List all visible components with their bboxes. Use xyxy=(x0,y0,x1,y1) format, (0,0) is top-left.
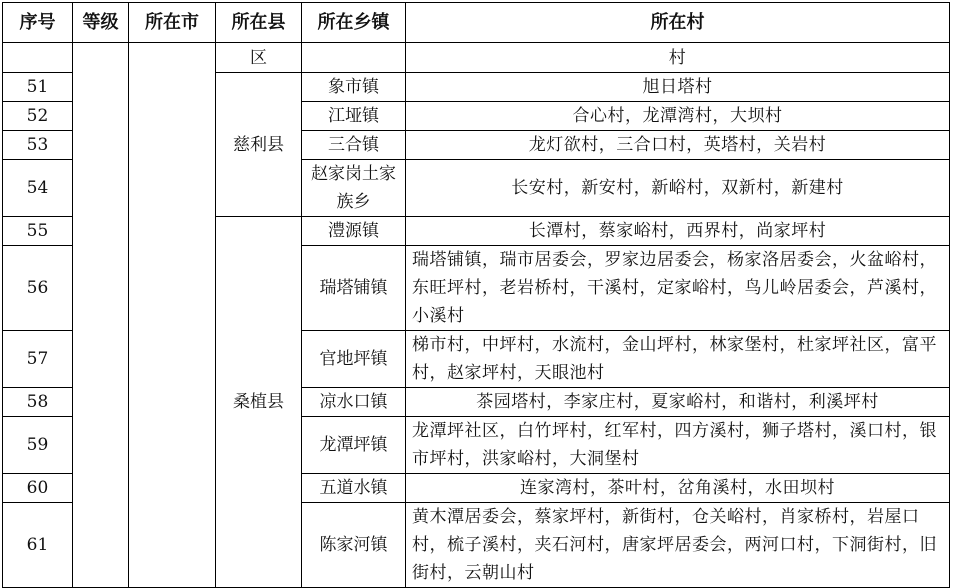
town-cell: 赵家岗土家族乡 xyxy=(302,160,406,217)
town-cell: 瑞塔铺镇 xyxy=(302,246,406,331)
village-cell: 黄木潭居委会，蔡家坪村，新街村，仓关峪村，肖家桥村，岩屋口村，梳子溪村，夹石河村，唐家坪居委会，两河口村，下洞街村，旧街村，云朝山村 xyxy=(406,503,950,588)
village-cell: 龙灯欲村，三合口村，英塔村，关岩村 xyxy=(406,131,950,160)
serial-cell: 52 xyxy=(3,102,73,131)
village-cell: 旭日塔村 xyxy=(406,73,950,102)
town-cell: 三合镇 xyxy=(302,131,406,160)
serial-cell: 55 xyxy=(3,217,73,246)
town-cell: 象市镇 xyxy=(302,73,406,102)
header-village: 所在村 xyxy=(406,3,950,43)
town-cell: 官地坪镇 xyxy=(302,331,406,388)
village-cell: 瑞塔铺镇，瑞市居委会，罗家边居委会，杨家洛居委会，火盆峪村，东旺坪村，老岩桥村，干溪村，定家峪村，鸟儿岭居委会，芦溪村，小溪村 xyxy=(406,246,950,331)
county-cell: 慈利县 xyxy=(216,73,302,217)
town-cell: 龙潭坪镇 xyxy=(302,417,406,474)
header-county: 所在县 xyxy=(216,3,302,43)
header-row xyxy=(3,3,950,43)
town-cell xyxy=(302,43,406,73)
serial-cell: 51 xyxy=(3,73,73,102)
village-cell: 茶园塔村，李家庄村，夏家峪村，和谐村，利溪坪村 xyxy=(406,388,950,417)
serial-cell: 60 xyxy=(3,474,73,503)
town-cell: 五道水镇 xyxy=(302,474,406,503)
serial-cell: 53 xyxy=(3,131,73,160)
serial-cell: 58 xyxy=(3,388,73,417)
town-cell: 澧源镇 xyxy=(302,217,406,246)
town-cell: 江垭镇 xyxy=(302,102,406,131)
village-cell: 长安村，新安村，新峪村，双新村，新建村 xyxy=(406,160,950,217)
county-cell: 桑植县 xyxy=(216,217,302,588)
serial-cell: 54 xyxy=(3,160,73,217)
header-city: 所在市 xyxy=(129,3,216,43)
serial-cell: 57 xyxy=(3,331,73,388)
village-table xyxy=(2,2,950,588)
header-town: 所在乡镇 xyxy=(302,3,406,43)
serial-cell: 59 xyxy=(3,417,73,474)
village-cell: 长潭村，蔡家峪村，西界村，尚家坪村 xyxy=(406,217,950,246)
village-cell: 梯市村，中坪村，水流村，金山坪村，林家堡村，杜家坪社区，富平村，赵家坪村，天眼池村 xyxy=(406,331,950,388)
continuation-row xyxy=(3,43,950,73)
village-cell: 连家湾村，茶叶村，岔角溪村，水田坝村 xyxy=(406,474,950,503)
serial-cell xyxy=(3,43,73,73)
village-cell: 村 xyxy=(406,43,950,73)
serial-cell: 56 xyxy=(3,246,73,331)
town-cell: 陈家河镇 xyxy=(302,503,406,588)
town-cell: 凉水口镇 xyxy=(302,388,406,417)
header-level: 等级 xyxy=(73,3,129,43)
serial-cell: 61 xyxy=(3,503,73,588)
city-cell xyxy=(129,43,216,588)
county-cell: 区 xyxy=(216,43,302,73)
level-cell xyxy=(73,43,129,588)
village-cell: 合心村，龙潭湾村，大坝村 xyxy=(406,102,950,131)
header-serial: 序号 xyxy=(3,3,73,43)
village-cell: 龙潭坪社区，白竹坪村，红军村，四方溪村，狮子塔村，溪口村，银市坪村，洪家峪村，大洞堡村 xyxy=(406,417,950,474)
